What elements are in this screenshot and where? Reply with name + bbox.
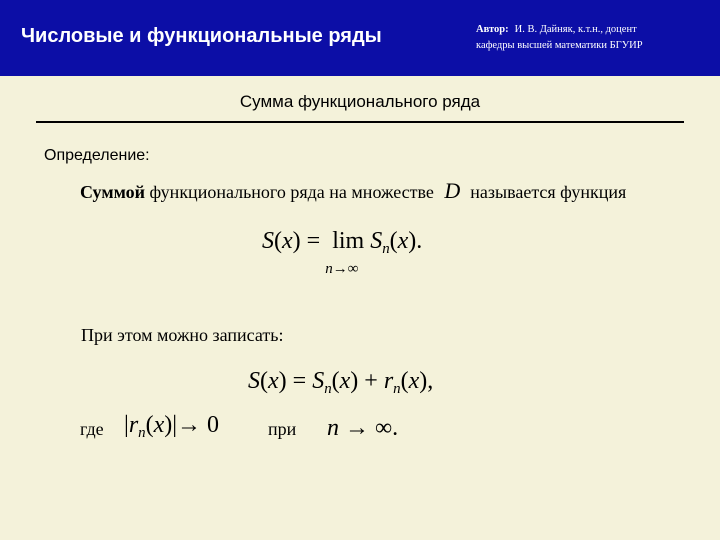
definition-text-2: называется функция (470, 182, 627, 202)
definition-paragraph (80, 178, 680, 205)
where-text: где (80, 419, 104, 439)
author-line-1 (476, 22, 643, 38)
author-name: И. В. Дайняк, к.т.н., доцент (514, 24, 637, 35)
definition-term: Суммой (80, 182, 145, 202)
sum-definition-formula: S(x) = lim n→∞ $S_n(x)$. (262, 228, 423, 277)
set-symbol: D (444, 178, 461, 203)
title-divider (36, 121, 684, 123)
author-line-2: кафедры высшей математики БГУИР (476, 40, 643, 51)
slide-title: Сумма функционального ряда (239, 92, 481, 111)
definition-text: функционального ряда на множестве (144, 182, 434, 202)
at-text: при (268, 419, 297, 439)
author-info (476, 22, 643, 54)
author-label: Автор: (476, 24, 509, 35)
definition-label: Определение: (44, 147, 150, 164)
header-banner (0, 0, 720, 76)
course-title: Числовые и функциональные ряды (21, 25, 382, 47)
note-text: При этом можно записать: (81, 325, 284, 345)
decomposition-formula: $S(x) = S_n(x) + r_n(x)$, (248, 368, 434, 398)
limit-formula: n → ∞. (327, 415, 399, 441)
remainder-formula: $|r_n(x)|\to 0$ (124, 412, 220, 442)
